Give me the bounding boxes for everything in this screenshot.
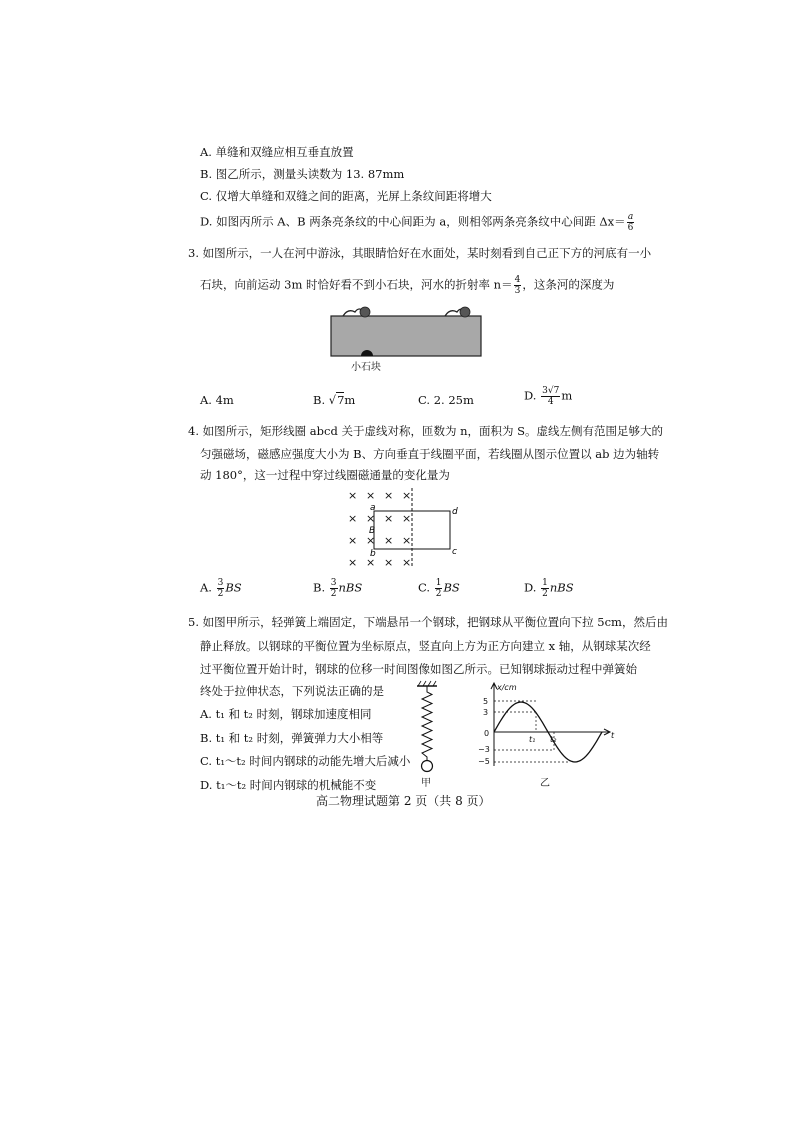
q5-option-d: D. t₁～t₂ 时间内钢球的机械能不变 [200,778,377,792]
fraction: $\frac{1}{2}$ [435,578,442,599]
q2-option-c: C. 仅增大单缝和双缝之间的距离，光屏上条纹间距将增大 [200,189,492,203]
q2-option-b: B. 图乙所示，测量头读数为 13. 87mm [200,167,405,181]
q3-option-a: A. 4m [200,393,234,407]
fraction: $\frac{1}{2}$ [542,578,548,599]
cross: × [366,556,376,569]
fraction: $\frac{3}{2}$ [330,578,337,599]
cross: × [402,512,412,525]
t1-label: t₁ [529,735,536,744]
steel-ball-icon [422,761,433,772]
spring-icon [422,686,432,760]
tick-label: −5 [478,757,490,766]
cross: × [402,489,412,502]
tick-label: −3 [478,745,490,754]
q5-option-b: B. t₁ 和 t₂ 时刻，弹簧弹力大小相等 [200,731,384,745]
x-axis-label: t [611,731,615,740]
fraction: $\frac{3}{2}$ [217,578,224,599]
label-b: b [370,549,376,559]
label-d: d [452,507,458,517]
fig-label-jia: 甲 [421,778,431,789]
q3-river-figure [325,302,490,374]
q4-option-c: C. $\frac{1}{2}$ BS [418,578,460,599]
cross: × [384,556,394,569]
cross: × [402,534,412,547]
q2-option-d [200,212,635,233]
q2-option-a: A. 单缝和双缝应相互垂直放置 [200,145,354,159]
q4-stem-line2: 匀强磁场，磁感应强度大小为 B、方向垂直于线圈平面，若线圈从图示位置以 ab 边为轴转 [200,447,660,461]
q3-stem-line1: 3. 如图所示，一人在河中游泳，其眼睛恰好在水面处，某时刻看到自己正下方的河底有一小 [188,246,652,260]
page-footer: 高二物理试题第 2 页（共 8 页） [316,794,491,808]
q5-xt-graph [470,680,620,792]
t2-label: t₂ [550,735,557,744]
q3-option-d: D. $\frac{3√7}{4}$ m [524,386,573,407]
tick-label: 3 [483,708,489,717]
origin-label: 0 [484,729,490,738]
q5-option-a: A. t₁ 和 t₂ 时刻，钢球加速度相同 [200,707,372,721]
q4-option-d: D. $\frac{1}{2}$ nBS [524,578,574,599]
q5-spring-figure [412,680,442,792]
fraction: $\frac{4}{3}$ [514,275,521,296]
cross: × [366,489,376,502]
q5-option-c: C. t₁～t₂ 时间内钢球的动能先增大后减小 [200,754,411,768]
stone-label: 小石块 [351,362,381,373]
q5-stem-line2: 静止释放。以钢球的平衡位置为坐标原点，竖直向上方为正方向建立 x 轴，从钢球某次经 [200,639,651,653]
cross: × [402,556,412,569]
fig-label-yi: 乙 [540,778,550,789]
q3-option-b: B. √7m [313,393,356,407]
q3-option-c: C. 2. 25m [418,393,474,407]
cross: × [348,534,358,547]
q4-option-b: B. $\frac{3}{2}$ nBS [313,578,363,599]
river-water [331,316,481,356]
fraction: $\frac{a}{6}$ [627,212,634,233]
q4-option-a: A. $\frac{3}{2}$ BS [200,578,242,599]
cross: × [384,489,394,502]
q4-coil-figure [340,486,470,570]
q5-stem-line4: 终处于拉伸状态，下列说法正确的是 [200,684,384,698]
cross: × [366,512,376,525]
q2-option-d-text: D. 如图丙所示 A、B 两条亮条纹的中心间距为 a，则相邻两条亮条纹中心间距 Δx＝ [200,214,626,229]
cross: × [348,556,358,569]
label-a: a [370,503,376,513]
q4-stem-line3: 动 180°，这一过程中穿过线圈磁通量的变化量为 [200,468,450,482]
cross: × [348,512,358,525]
cross: × [366,534,376,547]
q3-stem-line2: 石块，向前运动 3m 时恰好看不到小石块，河水的折射率 n＝ $\frac{4}{3}$ ，这条河的深度为 [200,275,615,296]
y-axis-label: x/cm [497,683,517,692]
label-c: c [452,547,457,557]
cross: × [384,512,394,525]
q4-stem-line1: 4. 如图所示，矩形线圈 abcd 关于虚线对称，匝数为 n，面积为 S。虚线左侧有范围足够大的 [188,424,664,438]
cross: × [348,489,358,502]
cross: × [384,534,394,547]
label-field-b: B [369,526,376,536]
magnetic-field-crosses [348,489,411,569]
q5-stem-line3: 过平衡位置开始计时，钢球的位移一时间图像如图乙所示。已知钢球振动过程中弹簧始 [200,662,637,676]
fraction: $\frac{3√7}{4}$ [542,386,560,407]
q5-stem-line1: 5. 如图甲所示，轻弹簧上端固定，下端悬吊一个钢球，把钢球从平衡位置向下拉 5cm，然后由 [188,615,668,629]
tick-label: 5 [483,697,489,706]
